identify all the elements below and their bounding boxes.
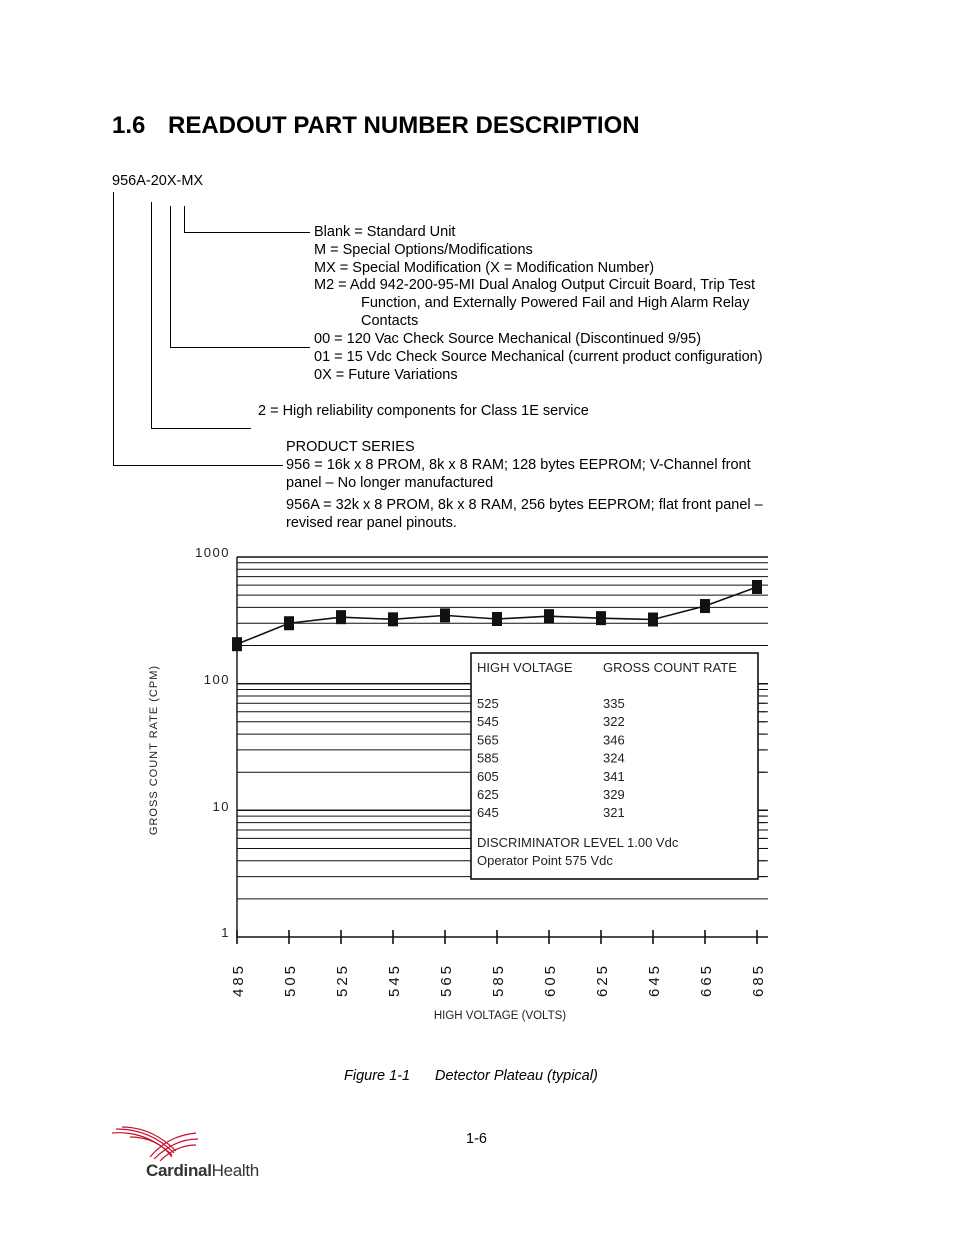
x-tick-label: 485 [230, 962, 247, 997]
data-point [492, 612, 502, 626]
x-tick-label: 665 [698, 962, 715, 997]
table-cell-count: 341 [603, 768, 625, 784]
table-cell-voltage: 565 [477, 732, 499, 748]
table-cell-voltage: 625 [477, 787, 499, 802]
page-number: 1-6 [466, 1131, 487, 1147]
y-tick-label: 1 [221, 925, 230, 940]
table-footer-line: DISCRIMINATOR LEVEL 1.00 Vdc [477, 835, 679, 850]
option-line: MX = Special Modification (X = Modification Number) [314, 260, 655, 276]
table-cell-count: 346 [603, 732, 625, 748]
y-tick-label: 10 [212, 799, 230, 814]
option-line: M = Special Options/Modifications [314, 242, 533, 258]
section-number: 1.6 [112, 112, 146, 139]
y-tick-label: 1000 [195, 545, 230, 560]
option-continuation: Contacts [361, 313, 419, 329]
y-axis-label: GROSS COUNT RATE (CPM) [148, 664, 160, 836]
x-axis-label: HIGH VOLTAGE (VOLTS) [433, 1010, 567, 1022]
data-point [284, 616, 294, 630]
table-header-voltage: HIGH VOLTAGE [477, 660, 573, 675]
x-tick-label: 525 [334, 962, 351, 997]
logo-text-regular: Health [211, 1161, 259, 1180]
table-cell-voltage: 645 [477, 805, 499, 821]
cardinal-wing-icon [110, 1125, 200, 1165]
x-tick-label: 565 [438, 962, 455, 997]
x-tick-label: 585 [490, 962, 507, 997]
x-tick-label: 505 [282, 962, 299, 997]
data-point [388, 612, 398, 626]
check-source-line: 01 = 15 Vdc Check Source Mechanical (current product configuration) [314, 349, 763, 365]
option-line: Blank = Standard Unit [314, 224, 456, 240]
option-continuation: Function, and Externally Powered Fail and High Alarm Relay [361, 295, 750, 311]
product-956-line: panel – No longer manufactured [286, 475, 494, 491]
section-title: READOUT PART NUMBER DESCRIPTION [168, 112, 640, 139]
x-tick-label: 685 [750, 962, 767, 997]
y-tick-label: 100 [203, 672, 230, 687]
table-cell-count: 324 [603, 750, 625, 766]
table-cell-voltage: 585 [477, 750, 499, 766]
cardinal-health-logo [110, 1125, 270, 1185]
table-cell-count: 329 [603, 787, 625, 802]
product-956A-line: revised rear panel pinouts. [286, 515, 457, 531]
product-series-heading: PRODUCT SERIES [286, 439, 415, 455]
x-tick-label: 545 [386, 962, 403, 997]
figure-caption: Detector Plateau (typical) [435, 1068, 598, 1084]
check-source-line: 0X = Future Variations [314, 367, 458, 383]
data-point [232, 637, 242, 651]
check-source-line: 00 = 120 Vac Check Source Mechanical (Discontinued 9/95) [314, 331, 702, 347]
table-cell-voltage: 545 [477, 714, 499, 730]
figure-label: Figure 1-1 [344, 1068, 411, 1084]
data-point [596, 611, 606, 625]
part-number: 956A-20X-MX [112, 173, 204, 189]
x-tick-label: 625 [594, 962, 611, 997]
table-cell-count: 322 [603, 714, 625, 730]
data-point [336, 610, 346, 624]
logo-text-bold: Cardinal [146, 1161, 212, 1180]
x-tick-label: 605 [542, 962, 559, 997]
table-cell-count: 321 [603, 805, 625, 821]
table-cell-voltage: 605 [477, 768, 499, 784]
table-footer-line: Operator Point 575 Vdc [477, 853, 613, 868]
data-point [440, 608, 450, 622]
data-point [648, 613, 658, 627]
table-cell-voltage: 525 [477, 696, 499, 711]
table-cell-count: 335 [603, 696, 625, 711]
data-point [544, 609, 554, 623]
option-line: M2 = Add 942-200-95-MI Dual Analog Output Circuit Board, Trip Test [314, 277, 756, 293]
data-point [752, 580, 762, 594]
x-tick-label: 645 [646, 962, 663, 997]
table-header-count: GROSS COUNT RATE [603, 660, 737, 675]
reliability-line: 2 = High reliability components for Class 1E service [258, 403, 589, 419]
data-point [700, 599, 710, 613]
product-956-line: 956 = 16k x 8 PROM, 8k x 8 RAM; 128 bytes EEPROM; V-Channel front [286, 457, 751, 473]
product-956A-line: 956A = 32k x 8 PROM, 8k x 8 RAM, 256 bytes EEPROM; flat front panel – [286, 497, 763, 513]
